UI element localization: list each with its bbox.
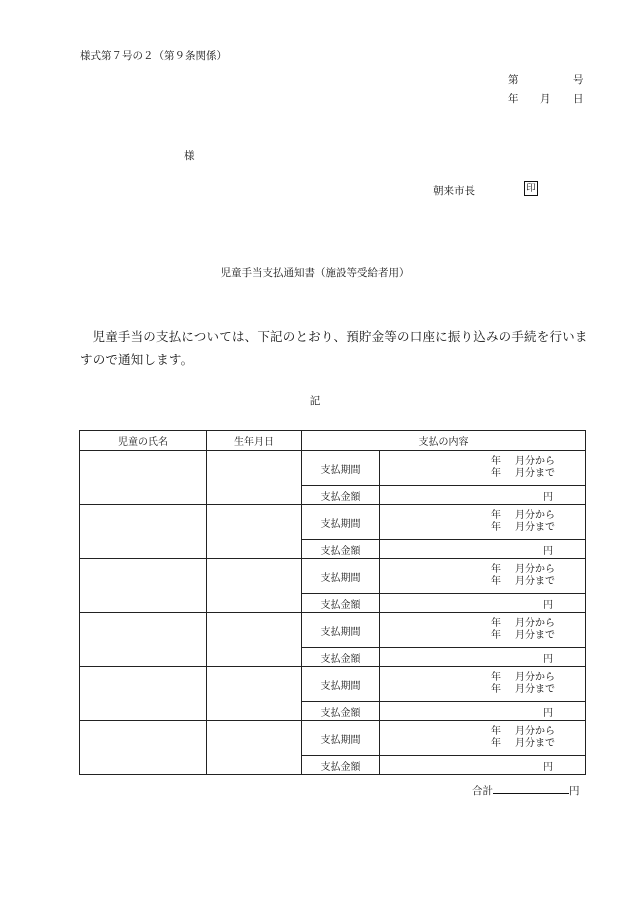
period-from: 月分から — [515, 510, 555, 521]
period-to: 月分まで — [515, 684, 555, 695]
ki-heading: 記 — [309, 395, 321, 407]
date-month-label: 月 — [540, 93, 551, 105]
total-blank — [493, 783, 569, 794]
period-value — [380, 613, 586, 648]
amount-label: 支払金額 — [302, 486, 380, 505]
period-label: 支払期間 — [302, 505, 380, 540]
period-to-year: 年 — [491, 468, 501, 479]
table-row — [80, 505, 586, 540]
period-label: 支払期間 — [302, 721, 380, 756]
amount-value: 円 — [380, 702, 586, 721]
amount-label: 支払金額 — [302, 594, 380, 613]
child-name-cell — [80, 559, 207, 613]
period-label: 支払期間 — [302, 559, 380, 594]
header-payment-content: 支払の内容 — [302, 431, 586, 451]
birthdate-cell — [207, 721, 302, 775]
period-value — [380, 721, 586, 756]
table-row — [80, 667, 586, 702]
date-day-label: 日 — [573, 93, 584, 105]
table-row — [80, 451, 586, 486]
total-unit: 円 — [569, 785, 580, 797]
child-name-cell — [80, 505, 207, 559]
notice-body: 児童手当の支払については、下記のとおり、預貯金等の口座に振り込みの手続を行いますので通知します。 — [80, 329, 588, 367]
period-to: 月分まで — [515, 738, 555, 749]
birthdate-cell — [207, 505, 302, 559]
table-header-row — [80, 431, 586, 451]
period-from-year: 年 — [491, 564, 501, 575]
payment-table — [79, 430, 586, 775]
period-to-year: 年 — [491, 576, 501, 587]
document-number-suffix: 号 — [573, 74, 584, 86]
amount-value: 円 — [380, 486, 586, 505]
table-row — [80, 721, 586, 756]
period-from: 月分から — [515, 456, 555, 467]
period-label: 支払期間 — [302, 451, 380, 486]
period-to-year: 年 — [491, 684, 501, 695]
amount-value: 円 — [380, 756, 586, 775]
child-name-cell — [80, 451, 207, 505]
period-from-year: 年 — [491, 456, 501, 467]
amount-label: 支払金額 — [302, 540, 380, 559]
period-to-year: 年 — [491, 738, 501, 749]
period-from-year: 年 — [491, 672, 501, 683]
table-row — [80, 559, 586, 594]
table-row — [80, 613, 586, 648]
seal-mark: 印 — [524, 181, 538, 196]
period-from-year: 年 — [491, 726, 501, 737]
amount-label: 支払金額 — [302, 648, 380, 667]
header-birthdate: 生年月日 — [207, 431, 302, 451]
period-to-year: 年 — [491, 522, 501, 533]
amount-label: 支払金額 — [302, 702, 380, 721]
total-label: 合計 — [472, 785, 493, 797]
form-id: 様式第７号の２（第９条関係） — [80, 50, 227, 62]
addressee-honorific: 様 — [184, 150, 195, 162]
period-from-year: 年 — [491, 618, 501, 629]
issuer-title: 朝来市長 — [433, 185, 475, 197]
period-value — [380, 667, 586, 702]
birthdate-cell — [207, 613, 302, 667]
period-value — [380, 559, 586, 594]
birthdate-cell — [207, 559, 302, 613]
child-name-cell — [80, 667, 207, 721]
period-label: 支払期間 — [302, 667, 380, 702]
birthdate-cell — [207, 667, 302, 721]
period-from-year: 年 — [491, 510, 501, 521]
period-to: 月分まで — [515, 522, 555, 533]
date-year-label: 年 — [508, 93, 519, 105]
amount-value: 円 — [380, 540, 586, 559]
period-to: 月分まで — [515, 468, 555, 479]
period-value — [380, 505, 586, 540]
document-number-label: 第 — [508, 74, 519, 86]
child-name-cell — [80, 613, 207, 667]
document-title: 児童手当支払通知書（施設等受給者用） — [220, 267, 410, 279]
total-line — [472, 783, 580, 798]
birthdate-cell — [207, 451, 302, 505]
period-to: 月分まで — [515, 630, 555, 641]
period-to: 月分まで — [515, 576, 555, 587]
period-from: 月分から — [515, 726, 555, 737]
period-to-year: 年 — [491, 630, 501, 641]
period-value — [380, 451, 586, 486]
period-from: 月分から — [515, 672, 555, 683]
child-name-cell — [80, 721, 207, 775]
amount-value: 円 — [380, 594, 586, 613]
period-label: 支払期間 — [302, 613, 380, 648]
period-from: 月分から — [515, 564, 555, 575]
amount-label: 支払金額 — [302, 756, 380, 775]
header-child-name: 児童の氏名 — [80, 431, 207, 451]
period-from: 月分から — [515, 618, 555, 629]
amount-value: 円 — [380, 648, 586, 667]
